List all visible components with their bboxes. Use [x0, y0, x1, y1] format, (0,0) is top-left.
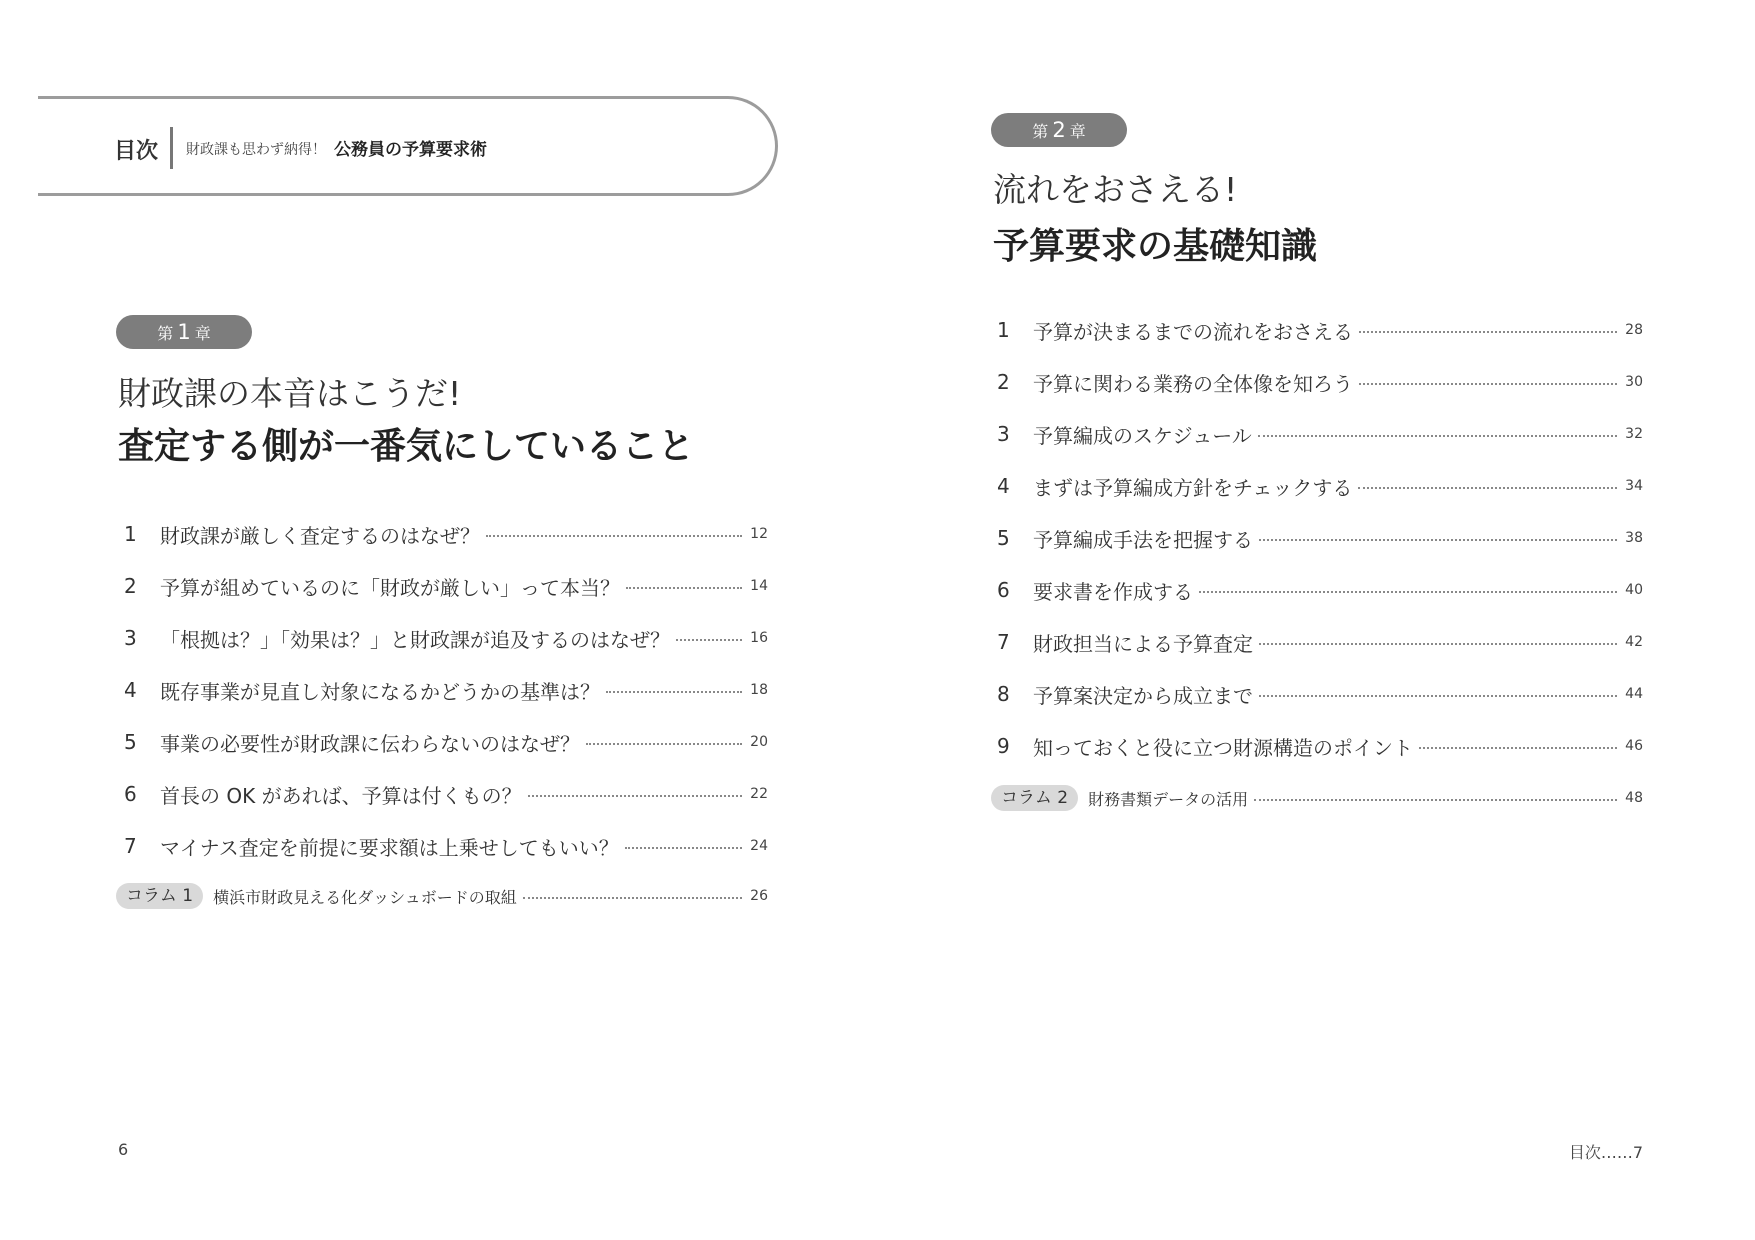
- running-header: [38, 96, 778, 196]
- right-folio: 目次……7: [1568, 1143, 1643, 1162]
- toc-entry-page-number: 28: [1625, 322, 1643, 338]
- toc-entry-title: 知っておくと役に立つ財源構造のポイント: [1033, 735, 1413, 760]
- toc-entry[interactable]: [997, 564, 1643, 616]
- toc-entry-number: 1: [124, 522, 137, 546]
- toc-entry[interactable]: [997, 304, 1643, 356]
- column-title: 財務書類データの活用: [1088, 789, 1249, 809]
- toc-entry-title: 予算が決まるまでの流れをおさえる: [1033, 319, 1353, 344]
- toc-entry[interactable]: [997, 408, 1643, 460]
- chapter-2-badge: [991, 113, 1127, 147]
- column-page-number: 26: [750, 888, 768, 904]
- toc-entry-title: 首長の OK があれば、予算は付くもの？: [160, 783, 522, 808]
- toc-entry-title: 財政担当による予算査定: [1033, 631, 1253, 656]
- leader-dots: [1254, 799, 1617, 801]
- leader-dots: [528, 795, 742, 797]
- toc-entry-number: 7: [997, 630, 1010, 654]
- leader-dots: [1259, 695, 1617, 697]
- leader-dots: [1419, 747, 1617, 749]
- toc-entry[interactable]: [997, 460, 1643, 512]
- leader-dots: [1359, 383, 1617, 385]
- leader-dots: [606, 691, 742, 693]
- toc-entry-number: 6: [124, 782, 137, 806]
- toc-entry-number: 3: [997, 422, 1010, 446]
- chapter-2-title-line2: 予算要求の基礎知識: [993, 226, 1318, 267]
- header-subtitle: 財政課も思わず納得！: [186, 142, 326, 158]
- column-page-number: 48: [1625, 790, 1643, 806]
- toc-entry[interactable]: [997, 616, 1643, 668]
- chapter-badge-number: 2: [1052, 118, 1066, 142]
- toc-entry-page-number: 18: [750, 682, 768, 698]
- right-page: [877, 0, 1755, 1240]
- toc-entry-title: 予算編成手法を把握する: [1033, 527, 1253, 552]
- left-folio: 6: [118, 1140, 129, 1159]
- toc-entry[interactable]: [124, 508, 768, 560]
- leader-dots: [625, 847, 742, 849]
- toc-entry-page-number: 42: [1625, 634, 1643, 650]
- toc-entry-number: 8: [997, 682, 1010, 706]
- toc-entry-page-number: 32: [1625, 426, 1643, 442]
- toc-entry-page-number: 24: [750, 838, 768, 854]
- toc-entry-number: 7: [124, 834, 137, 858]
- toc-entry[interactable]: [997, 512, 1643, 564]
- chapter-badge-prefix: 第: [157, 324, 174, 343]
- toc-entry-title: 要求書を作成する: [1033, 579, 1193, 604]
- leader-dots: [486, 535, 742, 537]
- toc-entry-page-number: 22: [750, 786, 768, 802]
- toc-entry-number: 1: [997, 318, 1010, 342]
- leader-dots: [626, 587, 742, 589]
- leader-dots: [586, 743, 742, 745]
- toc-entry[interactable]: [124, 612, 768, 664]
- toc-entry[interactable]: [124, 768, 768, 820]
- toc-entry-number: 9: [997, 734, 1010, 758]
- leader-dots: [1359, 331, 1617, 333]
- toc-entry[interactable]: [997, 720, 1643, 772]
- toc-entry[interactable]: [997, 356, 1643, 408]
- toc-entry-title: 「根拠は？」「効果は？」と財政課が追及するのはなぜ？: [160, 627, 670, 652]
- toc-entry-title: 予算に関わる業務の全体像を知ろう: [1033, 371, 1353, 396]
- column-badge: コラム 2: [991, 785, 1078, 811]
- chapter-1-title-line1: 財政課の本音はこうだ!: [118, 374, 462, 413]
- header-book-title: 公務員の予算要求術: [334, 140, 487, 160]
- chapter-badge-suffix: 章: [1069, 122, 1086, 141]
- toc-entry-title: 予算案決定から成立まで: [1033, 683, 1253, 708]
- toc-entry-page-number: 44: [1625, 686, 1643, 702]
- chapter-2-column-entry[interactable]: [991, 784, 1643, 812]
- left-page: [0, 0, 877, 1240]
- chapter-2-toc-list: [997, 304, 1643, 772]
- chapter-1-title-line2: 査定する側が一番気にしていること: [118, 426, 695, 467]
- toc-entry-page-number: 34: [1625, 478, 1643, 494]
- toc-entry-page-number: 20: [750, 734, 768, 750]
- toc-entry-page-number: 14: [750, 578, 768, 594]
- toc-entry-number: 5: [124, 730, 137, 754]
- leader-dots: [1199, 591, 1617, 593]
- toc-entry-page-number: 46: [1625, 738, 1643, 754]
- leader-dots: [1259, 643, 1617, 645]
- chapter-badge-suffix: 章: [194, 324, 211, 343]
- column-title: 横浜市財政見える化ダッシュボードの取組: [213, 887, 517, 907]
- toc-entry-number: 6: [997, 578, 1010, 602]
- toc-entry[interactable]: [124, 820, 768, 872]
- toc-entry-page-number: 38: [1625, 530, 1643, 546]
- toc-entry-number: 2: [997, 370, 1010, 394]
- toc-entry-title: 予算が組めているのに「財政が厳しい」って本当？: [160, 575, 620, 600]
- chapter-1-badge: [116, 315, 252, 349]
- toc-entry-number: 5: [997, 526, 1010, 550]
- toc-entry[interactable]: [124, 664, 768, 716]
- toc-entry-page-number: 12: [750, 526, 768, 542]
- toc-entry-number: 4: [997, 474, 1010, 498]
- leader-dots: [676, 639, 742, 641]
- toc-entry-page-number: 40: [1625, 582, 1643, 598]
- toc-entry-page-number: 16: [750, 630, 768, 646]
- toc-entry[interactable]: [124, 716, 768, 768]
- toc-entry[interactable]: [997, 668, 1643, 720]
- leader-dots: [523, 897, 742, 899]
- toc-entry-title: 既存事業が見直し対象になるかどうかの基準は？: [160, 679, 600, 704]
- toc-entry-number: 2: [124, 574, 137, 598]
- chapter-badge-prefix: 第: [1032, 122, 1049, 141]
- toc-entry-page-number: 30: [1625, 374, 1643, 390]
- toc-entry-title: まずは予算編成方針をチェックする: [1033, 475, 1353, 500]
- toc-entry-number: 3: [124, 626, 137, 650]
- chapter-badge-number: 1: [177, 320, 191, 344]
- toc-entry-title: マイナス査定を前提に要求額は上乗せしてもいい？: [160, 835, 619, 860]
- toc-entry[interactable]: [124, 560, 768, 612]
- chapter-1-column-entry[interactable]: [116, 882, 768, 910]
- leader-dots: [1358, 487, 1617, 489]
- chapter-1-toc-list: [124, 508, 768, 872]
- column-badge: コラム 1: [116, 883, 203, 909]
- header-divider: [170, 127, 173, 169]
- toc-entry-title: 事業の必要性が財政課に伝わらないのはなぜ？: [160, 731, 580, 756]
- toc-entry-title: 財政課が厳しく査定するのはなぜ？: [160, 523, 480, 548]
- toc-entry-title: 予算編成のスケジュール: [1033, 423, 1252, 448]
- chapter-2-title-line1: 流れをおさえる!: [993, 170, 1238, 209]
- leader-dots: [1258, 435, 1617, 437]
- leader-dots: [1259, 539, 1617, 541]
- toc-entry-number: 4: [124, 678, 137, 702]
- header-label: 目次: [114, 139, 159, 164]
